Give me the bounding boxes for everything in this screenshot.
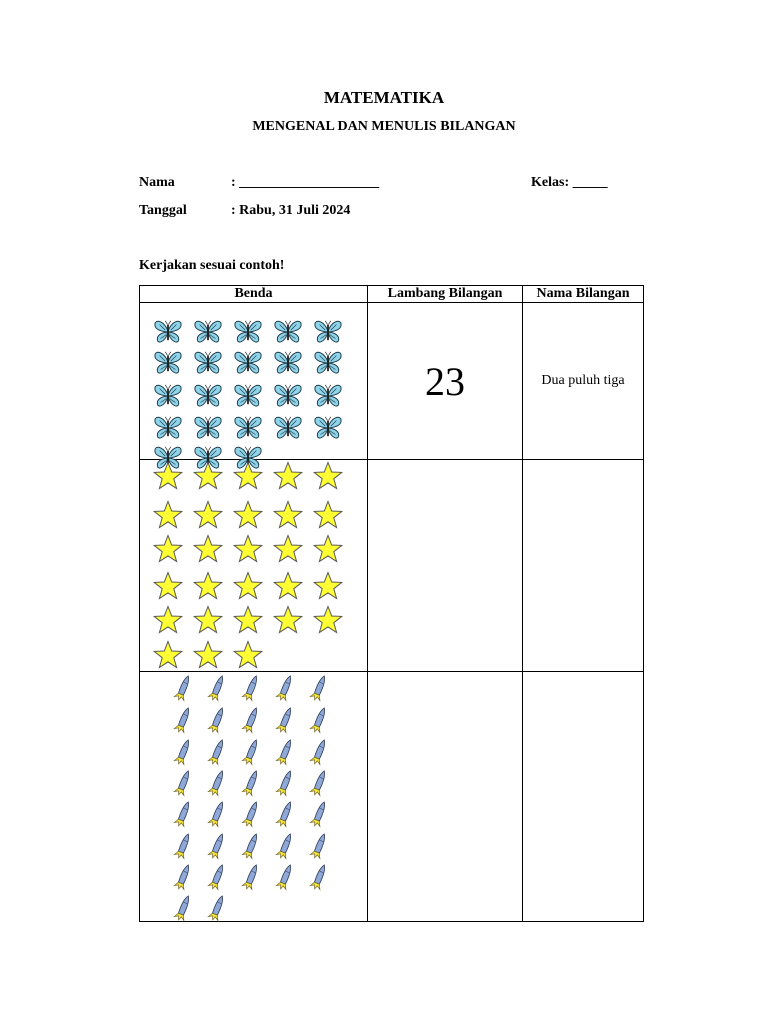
star-icon	[233, 500, 263, 530]
worksheet-title: MATEMATIKA	[323, 88, 445, 107]
rocket-icon	[207, 894, 227, 924]
benda-cell-butterflies	[140, 303, 368, 460]
star-icon	[273, 500, 303, 530]
star-icon	[313, 605, 343, 635]
benda-cell-stars	[140, 460, 368, 672]
table-row	[140, 303, 644, 460]
rocket-icon	[275, 706, 295, 736]
rocket-icon	[207, 738, 227, 768]
rocket-icon	[207, 706, 227, 736]
rocket-icon	[309, 674, 329, 704]
star-icon	[193, 571, 223, 601]
rocket-icon	[173, 738, 193, 768]
table-row	[140, 460, 644, 672]
rocket-icon	[275, 738, 295, 768]
rocket-icon	[241, 800, 261, 830]
rocket-icon	[309, 769, 329, 799]
butterfly-icon	[272, 383, 304, 409]
star-icon	[233, 461, 263, 491]
rocket-icon	[309, 832, 329, 862]
star-icon	[193, 500, 223, 530]
butterfly-icon	[312, 415, 344, 441]
butterfly-icon	[192, 415, 224, 441]
rocket-icon	[207, 674, 227, 704]
rocket-icon	[275, 800, 295, 830]
butterfly-grid	[140, 303, 368, 459]
star-icon	[313, 461, 343, 491]
rocket-icon	[241, 863, 261, 893]
tanggal-label: Tanggal	[139, 203, 187, 218]
star-icon	[273, 605, 303, 635]
header-nama-bilangan: Nama Bilangan	[523, 286, 644, 303]
star-icon	[193, 461, 223, 491]
rocket-icon	[173, 832, 193, 862]
rocket-icon	[173, 800, 193, 830]
benda-cell-rockets	[140, 672, 368, 922]
nama-bilangan-answer-cell[interactable]	[523, 460, 644, 672]
star-icon	[193, 534, 223, 564]
star-icon	[313, 571, 343, 601]
star-icon	[273, 461, 303, 491]
rocket-icon	[275, 769, 295, 799]
butterfly-icon	[232, 383, 264, 409]
butterfly-icon	[192, 383, 224, 409]
rocket-icon	[275, 674, 295, 704]
lambang-bilangan-answer-cell[interactable]	[368, 460, 523, 672]
nama-label: Nama	[139, 175, 175, 190]
table-row	[140, 672, 644, 922]
nama-bilangan-answer-cell[interactable]	[523, 672, 644, 922]
butterfly-icon	[232, 350, 264, 376]
header-benda: Benda	[140, 286, 368, 303]
rocket-icon	[173, 769, 193, 799]
star-icon	[153, 605, 183, 635]
instruction-text: Kerjakan sesuai contoh!	[139, 258, 285, 273]
star-icon	[273, 534, 303, 564]
butterfly-icon	[272, 319, 304, 345]
butterfly-icon	[152, 319, 184, 345]
rocket-icon	[309, 738, 329, 768]
star-icon	[233, 534, 263, 564]
butterfly-icon	[192, 350, 224, 376]
nama-bilangan-cell: Dua puluh tiga	[523, 303, 644, 460]
butterfly-icon	[312, 350, 344, 376]
star-icon	[313, 534, 343, 564]
lambang-bilangan-answer-cell[interactable]	[368, 672, 523, 922]
star-icon	[313, 500, 343, 530]
star-icon	[233, 605, 263, 635]
butterfly-icon	[152, 415, 184, 441]
rocket-icon	[309, 863, 329, 893]
butterfly-icon	[152, 383, 184, 409]
butterfly-icon	[312, 383, 344, 409]
rocket-icon	[241, 832, 261, 862]
star-icon	[153, 640, 183, 670]
worksheet-subtitle: MENGENAL DAN MENULIS BILANGAN	[252, 119, 516, 134]
rocket-icon	[275, 832, 295, 862]
kelas-field[interactable]: Kelas: _____	[531, 175, 608, 190]
rocket-icon	[275, 863, 295, 893]
worksheet-table	[139, 285, 644, 922]
star-icon	[153, 534, 183, 564]
rocket-icon	[207, 769, 227, 799]
star-icon	[193, 640, 223, 670]
star-icon	[153, 500, 183, 530]
star-icon	[233, 640, 263, 670]
tanggal-value: : Rabu, 31 Juli 2024	[231, 203, 351, 218]
butterfly-icon	[232, 415, 264, 441]
nama-field[interactable]: : ____________________	[231, 175, 380, 190]
butterfly-icon	[152, 350, 184, 376]
rocket-icon	[241, 674, 261, 704]
butterfly-icon	[272, 415, 304, 441]
rocket-icon	[241, 769, 261, 799]
rocket-icon	[241, 738, 261, 768]
star-icon	[153, 461, 183, 491]
header-lambang-bilangan: Lambang Bilangan	[368, 286, 523, 303]
rocket-icon	[207, 800, 227, 830]
rocket-icon	[173, 863, 193, 893]
butterfly-icon	[192, 319, 224, 345]
rocket-icon	[173, 706, 193, 736]
rocket-icon	[173, 894, 193, 924]
star-icon	[153, 571, 183, 601]
lambang-bilangan-cell: 23	[368, 303, 523, 460]
table-header-row	[140, 286, 644, 303]
star-icon	[193, 605, 223, 635]
rocket-icon	[309, 800, 329, 830]
star-grid	[140, 460, 368, 671]
rocket-icon	[207, 863, 227, 893]
butterfly-icon	[232, 319, 264, 345]
rocket-icon	[309, 706, 329, 736]
rocket-icon	[241, 706, 261, 736]
star-icon	[233, 571, 263, 601]
butterfly-icon	[272, 350, 304, 376]
rocket-icon	[207, 832, 227, 862]
rocket-grid	[140, 672, 368, 921]
star-icon	[273, 571, 303, 601]
butterfly-icon	[312, 319, 344, 345]
rocket-icon	[173, 674, 193, 704]
